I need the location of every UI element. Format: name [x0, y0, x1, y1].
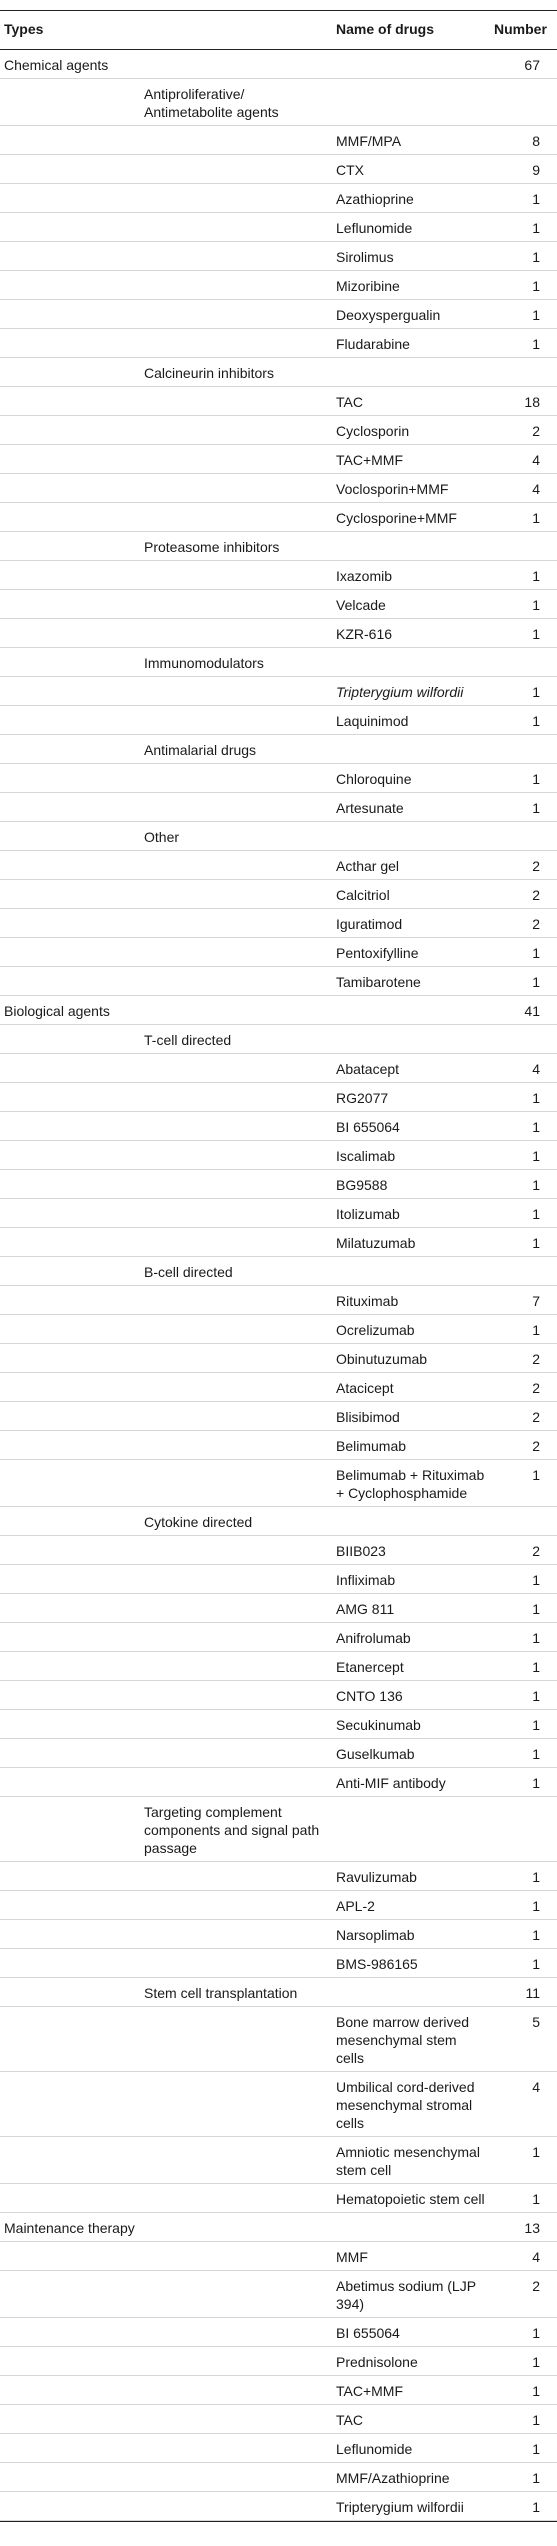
table-row: Umbilical cord-derived mesenchymal stromal cells 4	[0, 2072, 557, 2137]
table-row	[0, 648, 557, 677]
table-row: Amniotic mesenchymal stem cell 1	[0, 2137, 557, 2184]
table-row: Leflunomide 1	[0, 213, 557, 242]
drug-name-cell: BMS-986165	[336, 1956, 418, 1972]
drug-name-cell: Bone marrow derived mesenchymal stem cells	[336, 2014, 470, 2066]
drug-name-cell: Artesunate	[336, 800, 404, 816]
table-row: Tamibarotene 1	[0, 967, 557, 996]
drug-name-cell: Prednisolone	[336, 2354, 418, 2370]
drug-name-cell: Voclosporin+MMF	[336, 481, 449, 497]
type-cell: Maintenance therapy	[4, 2220, 135, 2236]
drug-name-cell: TAC	[336, 2412, 363, 2428]
table-row: Acthar gel 2	[0, 851, 557, 880]
drug-name-cell: Obinutuzumab	[336, 1351, 428, 1367]
table-row: Atacicept 2	[0, 1373, 557, 1402]
drug-name-cell: Iscalimab	[336, 1148, 396, 1164]
table-body	[0, 50, 557, 2521]
table-row: Bone marrow derived mesenchymal stem cells 5	[0, 2007, 557, 2072]
header-number: Number	[494, 21, 547, 37]
table-row: TAC+MMF 4	[0, 445, 557, 474]
drug-name-cell: KZR-616	[336, 626, 393, 642]
table-row: TAC+MMF 1	[0, 2376, 557, 2405]
drug-name-cell: Umbilical cord-derived mesenchymal stromal cells	[336, 2079, 475, 2131]
drug-name-cell: TAC+MMF	[336, 452, 404, 468]
table-row: APL-2 1	[0, 1891, 557, 1920]
table-row	[0, 1025, 557, 1054]
table-row	[0, 735, 557, 764]
subtype-cell: B-cell directed	[144, 1264, 233, 1280]
drug-name-cell: Cyclosporin	[336, 423, 410, 439]
drug-name-cell: TAC+MMF	[336, 2383, 404, 2399]
drug-name-cell: BI 655064	[336, 2325, 400, 2341]
drug-name-cell: Abetimus sodium (LJP 394)	[336, 2278, 476, 2312]
table-row: Abetimus sodium (LJP 394) 2	[0, 2271, 557, 2318]
drug-name-cell: Cyclosporine+MMF	[336, 510, 457, 526]
table-row: Chloroquine 1	[0, 764, 557, 793]
table-row: CTX 9	[0, 155, 557, 184]
table-row: KZR-616 1	[0, 619, 557, 648]
drug-name-cell: Tripterygium wilfordii	[336, 2499, 464, 2515]
table-header-row	[0, 10, 557, 50]
drug-name-cell: MMF/MPA	[336, 133, 402, 149]
table-row	[0, 1257, 557, 1286]
table-row: Deoxyspergualin 1	[0, 300, 557, 329]
drug-name-cell: Acthar gel	[336, 858, 400, 874]
table-row: Iscalimab 1	[0, 1141, 557, 1170]
table-row: MMF/MPA 8	[0, 126, 557, 155]
drug-name-cell: TAC	[336, 394, 363, 410]
table-row: Secukinumab 1	[0, 1710, 557, 1739]
table-row: Obinutuzumab 2	[0, 1344, 557, 1373]
drug-name-cell: APL-2	[336, 1898, 375, 1914]
table-row: Rituximab 7	[0, 1286, 557, 1315]
subtype-cell: Antiproliferative/ Antimetabolite agents	[144, 86, 279, 120]
table-row: Iguratimod 2	[0, 909, 557, 938]
drug-name-cell: AMG 811	[336, 1601, 395, 1617]
table-row: TAC 18	[0, 387, 557, 416]
table-row: Sirolimus 1	[0, 242, 557, 271]
table-row: Prednisolone 1	[0, 2347, 557, 2376]
drug-name-cell: CNTO 136	[336, 1688, 403, 1704]
subtype-cell: Proteasome inhibitors	[144, 539, 280, 555]
drug-name-cell: Milatuzumab	[336, 1235, 416, 1251]
table-row: Infliximab 1	[0, 1565, 557, 1594]
drug-name-cell: Velcade	[336, 597, 386, 613]
table-row: Blisibimod 2	[0, 1402, 557, 1431]
subtype-cell: Calcineurin inhibitors	[144, 365, 274, 381]
drug-name-cell: Leflunomide	[336, 2441, 413, 2457]
drug-name-cell: Pentoxifylline	[336, 945, 419, 961]
table-row: Cyclosporine+MMF 1	[0, 503, 557, 532]
caption-fragment	[0, 0, 557, 10]
subtype-cell: Targeting complement components and signal path passage	[144, 1804, 320, 1856]
drug-name-cell: Narsoplimab	[336, 1927, 415, 1943]
table-row: Hematopoietic stem cell 1	[0, 2184, 557, 2213]
drug-name-cell: Ocrelizumab	[336, 1322, 415, 1338]
table-row: BMS-986165 1	[0, 1949, 557, 1978]
drug-name-cell: Iguratimod	[336, 916, 403, 932]
table-row: RG2077 1	[0, 1083, 557, 1112]
table-row: Abatacept 4	[0, 1054, 557, 1083]
drug-name-cell: BG9588	[336, 1177, 388, 1193]
table-row: Milatuzumab 1	[0, 1228, 557, 1257]
table-row: MMF 4	[0, 2242, 557, 2271]
table-row: Chemical agents 67	[0, 50, 557, 79]
table-row: CNTO 136 1	[0, 1681, 557, 1710]
drug-name-cell: Itolizumab	[336, 1206, 400, 1222]
drug-name-cell: Azathioprine	[336, 191, 414, 207]
drug-name-cell: Hematopoietic stem cell	[336, 2191, 485, 2207]
drug-name-cell: Chloroquine	[336, 771, 412, 787]
drug-name-cell: Tamibarotene	[336, 974, 421, 990]
table-row: Anifrolumab 1	[0, 1623, 557, 1652]
table-row	[0, 822, 557, 851]
table-row: Maintenance therapy 13	[0, 2213, 557, 2242]
table-row: Velcade 1	[0, 590, 557, 619]
table-row: Ixazomib 1	[0, 561, 557, 590]
subtype-cell: Stem cell transplantation	[144, 1985, 298, 2001]
table-row: Biological agents 41	[0, 996, 557, 1025]
drug-name-cell: MMF/Azathioprine	[336, 2470, 450, 2486]
table-row: Ravulizumab 1	[0, 1862, 557, 1891]
table-row: Tripterygium wilfordii 1	[0, 677, 557, 706]
drug-name-cell: Fludarabine	[336, 336, 410, 352]
table-row: Leflunomide 1	[0, 2434, 557, 2463]
table-row: Stem cell transplantation 11	[0, 1978, 557, 2007]
table-row: Etanercept 1	[0, 1652, 557, 1681]
drug-name-cell: Etanercept	[336, 1659, 404, 1675]
table-row: Tripterygium wilfordii 1	[0, 2492, 557, 2521]
drug-name-cell: Infliximab	[336, 1572, 396, 1588]
drug-name-cell: Rituximab	[336, 1293, 399, 1309]
drug-name-cell: Belimumab + Rituximab + Cyclophosphamide	[336, 1467, 485, 1501]
table-row: Guselkumab 1	[0, 1739, 557, 1768]
type-cell: Chemical agents	[4, 57, 109, 73]
drug-name-cell: Belimumab	[336, 1438, 407, 1454]
table-row: Laquinimod 1	[0, 706, 557, 735]
subtype-cell: Cytokine directed	[144, 1514, 253, 1530]
drug-name-cell: CTX	[336, 162, 364, 178]
subtype-cell: T-cell directed	[144, 1032, 232, 1048]
table-row: Belimumab 2	[0, 1431, 557, 1460]
subtype-cell: Immunomodulators	[144, 655, 264, 671]
table-row	[0, 1797, 557, 1862]
table-row: MMF/Azathioprine 1	[0, 2463, 557, 2492]
drug-name-cell: BIIB023	[336, 1543, 386, 1559]
table-row	[0, 532, 557, 561]
drug-name-cell: Amniotic mesenchymal stem cell	[336, 2144, 480, 2178]
table-row: Cyclosporin 2	[0, 416, 557, 445]
subtype-cell: Antimalarial drugs	[144, 742, 257, 758]
drug-name-cell: BI 655064	[336, 1119, 400, 1135]
drug-name-cell: Calcitriol	[336, 887, 390, 903]
table-row: BIIB023 2	[0, 1536, 557, 1565]
table-bottom-rule	[0, 2521, 557, 2522]
drug-name-cell: Mizoribine	[336, 278, 400, 294]
drug-name-cell: Guselkumab	[336, 1746, 415, 1762]
drug-name-cell: Deoxyspergualin	[336, 307, 441, 323]
header-types: Types	[4, 21, 44, 37]
drug-name-cell: Laquinimod	[336, 713, 409, 729]
table-row: Itolizumab 1	[0, 1199, 557, 1228]
table-row	[0, 1507, 557, 1536]
table-row: Belimumab + Rituximab + Cyclophosphamide 1	[0, 1460, 557, 1507]
table-row	[0, 79, 557, 126]
table-row: Narsoplimab 1	[0, 1920, 557, 1949]
table-row: AMG 811 1	[0, 1594, 557, 1623]
header-drug-name: Name of drugs	[336, 21, 435, 37]
drug-name-cell: Secukinumab	[336, 1717, 421, 1733]
table-row: Voclosporin+MMF 4	[0, 474, 557, 503]
table-row: Ocrelizumab 1	[0, 1315, 557, 1344]
table-row: Calcitriol 2	[0, 880, 557, 909]
drug-name-cell: Ravulizumab	[336, 1869, 417, 1885]
drug-name-cell: Blisibimod	[336, 1409, 400, 1425]
subtype-cell: Other	[144, 829, 180, 845]
drug-name-cell: Ixazomib	[336, 568, 393, 584]
table-row	[0, 358, 557, 387]
type-cell: Biological agents	[4, 1003, 110, 1019]
table-row: Pentoxifylline 1	[0, 938, 557, 967]
table-row: Anti-MIF antibody 1	[0, 1768, 557, 1797]
table-row: TAC 1	[0, 2405, 557, 2434]
drug-name-cell: RG2077	[336, 1090, 389, 1106]
table-row: Artesunate 1	[0, 793, 557, 822]
table-row: Azathioprine 1	[0, 184, 557, 213]
drug-name-cell: MMF	[336, 2249, 368, 2265]
drug-name-cell: Anti-MIF antibody	[336, 1775, 446, 1791]
drug-name-cell: Anifrolumab	[336, 1630, 411, 1646]
table-row: BI 655064 1	[0, 2318, 557, 2347]
table-row: BI 655064 1	[0, 1112, 557, 1141]
drug-name-cell: Abatacept	[336, 1061, 400, 1077]
drug-name-cell: Tripterygium wilfordii	[336, 684, 464, 700]
table-row: Fludarabine 1	[0, 329, 557, 358]
table-row: BG9588 1	[0, 1170, 557, 1199]
drug-name-cell: Leflunomide	[336, 220, 413, 236]
drug-name-cell: Atacicept	[336, 1380, 394, 1396]
drug-name-cell: Sirolimus	[336, 249, 394, 265]
table-row: Mizoribine 1	[0, 271, 557, 300]
